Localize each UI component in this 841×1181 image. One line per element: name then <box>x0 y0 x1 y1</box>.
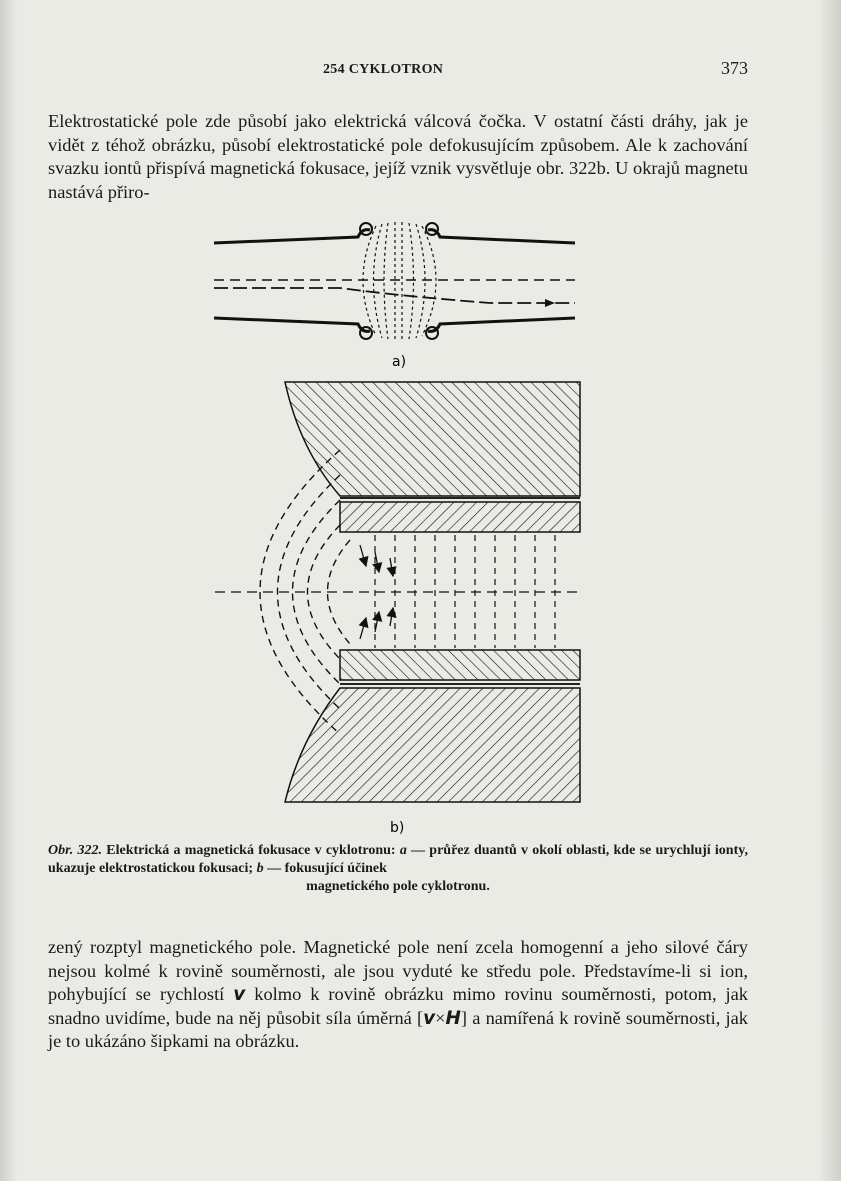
page-edge-right <box>819 0 841 1181</box>
caption-text-1: Elektrická a magnetická fokusace v cyklotronu: <box>102 843 400 858</box>
page-number: 373 <box>721 58 748 78</box>
figure-322 <box>190 200 610 840</box>
paragraph-top: Elektrostatické pole zde působí jako elektrická válcová čočka. V ostatní části dráhy, jak je vidět z téhož obrázku, působí elektrostatické pole defokusujícím způsobem. Ale k zachování svazku iontů přispívá magnetická fokusace, jejíž vznik vysvětluje obr. 322b. U okrajů magnetu nastává přiro- <box>48 111 748 202</box>
caption-letter-a: a <box>399 843 407 858</box>
page-header <box>48 58 748 84</box>
figure-a-label: a) <box>392 354 407 370</box>
cross-symbol: × <box>435 1007 446 1028</box>
caption-text-4: magnetického pole cyklotronu. <box>306 879 490 894</box>
figure-a-diagram <box>214 222 575 340</box>
velocity-symbol: v <box>233 984 246 1005</box>
paragraph-bottom-text-3: ] a namířená k rovině souměrnosti, jak je to ukázáno šipkami na obrázku. <box>48 1007 748 1051</box>
figure-caption <box>48 842 748 896</box>
caption-text-3: — fokusující účinek <box>263 861 387 876</box>
caption-label: Obr. 322. <box>48 843 103 858</box>
figure-drawing <box>190 200 610 840</box>
paragraph-bottom-text-2: kolmo k rovině obrázku mimo rovinu souměrnosti, potom, jak snadno uvidíme, bude na něj působit síla úměrná [ <box>48 984 748 1028</box>
page-edge-left <box>0 0 18 1181</box>
field-symbol: H <box>445 1007 461 1029</box>
paragraph-bottom-text-1: zený rozptyl magnetického pole. Magnetické pole není zcela homogenní a jeho silové čáry nejsou kolmé k rovině souměrnosti, ale jsou vyduté ke středu pole. Představíme-li si ion, pohybující se rychlostí <box>48 937 748 1004</box>
figure-b-diagram <box>215 382 580 802</box>
figure-b-label: b) <box>390 820 405 836</box>
caption-letter-b: b <box>256 861 264 876</box>
running-title: 254 CYKLOTRON <box>323 62 444 77</box>
caption-text-2: — průřez duantů v okolí oblasti, kde se urychlují ionty, ukazuje elektrostatickou fokusaci; <box>48 843 748 876</box>
velocity-symbol-2: v <box>423 1007 436 1029</box>
paragraph-bottom <box>48 936 748 1054</box>
